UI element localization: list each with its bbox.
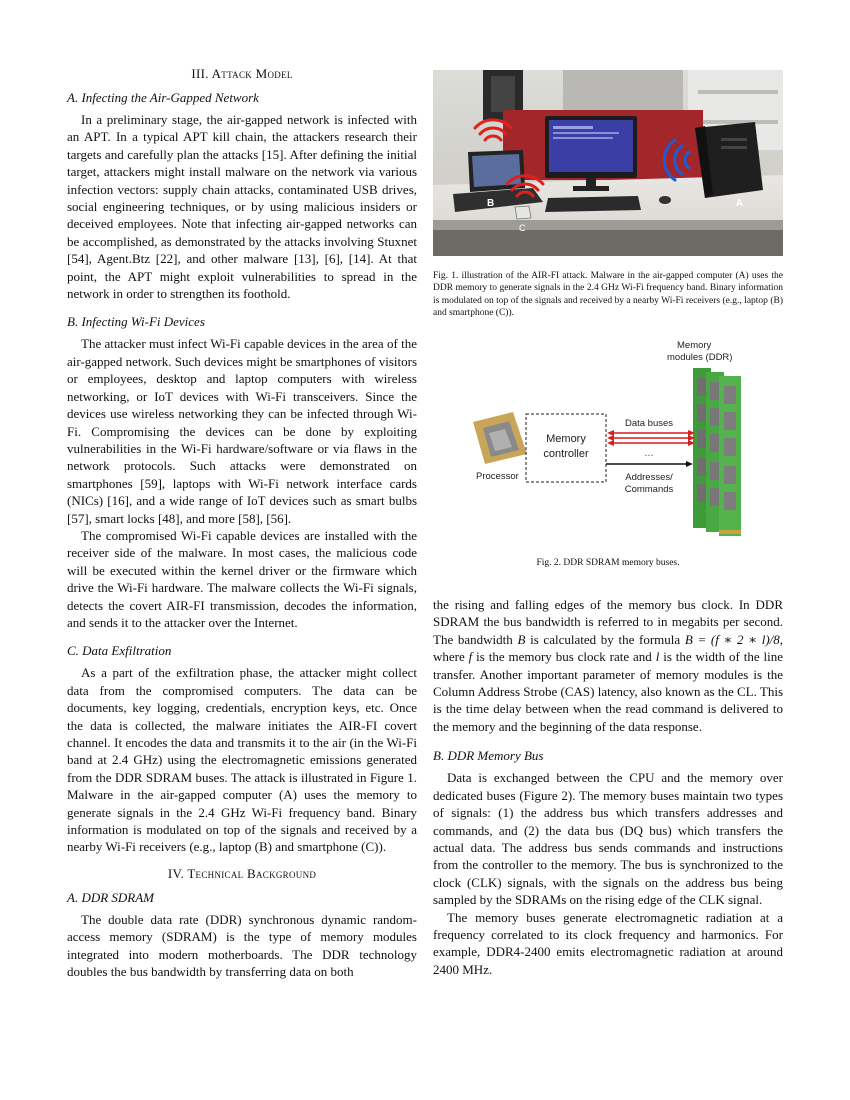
subsection-heading-ddr-sdram: A. DDR SDRAM	[67, 889, 155, 905]
figure-2-diagram	[433, 334, 783, 549]
processor-label: Processor	[476, 470, 519, 482]
figure-2-caption: Fig. 2. DDR SDRAM memory buses.	[536, 557, 680, 568]
address-label-2: Commands	[624, 483, 674, 495]
memory-module-3	[719, 376, 741, 536]
figure-1-photo	[433, 70, 783, 256]
processor-chip	[473, 412, 527, 464]
paragraph-ddr-bus-1: Data is exchanged between the CPU and the memory over dedicated buses (Figure 2). The memory buses maintain two types of signals: (1) the address bus which transfers addresses and commands, and (2) the data bus (DQ bus) which transfers the actual data. The address bus sends commands and instructions from the controller to the memory. The bus is synchronized to the clock (CLK) signals, with the signals on the address bus being sampled by the SDRAMs on the rising edge of the CLK signal.	[433, 770, 783, 908]
data-bus-ellipsis: ...	[644, 446, 654, 459]
paragraph-exfiltration: As a part of the exfiltration phase, the attacker might collect data from the compromised computers. The data can be documents, key logging, credentials, encryption keys, etc. Once the data is collected, the malware initiates the AIR-FI covert channel. It encodes the data and transmits it to the air (in the Wi-Fi band at 2.4 GHz) using the electromagnetic emissions generated from the DDR SDRAM buses. The attack is illustrated in Figure 1. Malware in the air-gapped computer (A) uses the memory to generate signals in the 2.4 GHz Wi-Fi frequency band. Binary information is modulated on top of the signals and received by a nearby Wi-Fi receivers (e.g., laptop (B) and smartphone (C)).	[67, 665, 417, 855]
photo-label-c: C	[519, 223, 526, 233]
paragraph-infecting-wifi-1: The attacker must infect Wi-Fi capable devices in the area of the air-gapped network. Such devices might be smartphones of visitors or employees, desktop and laptop computers with wireless networking, or IoT devices with Wi-Fi transceivers. Since the devices use wireless networking they can be infected through Wi-Fi. Compromising the devices can be done by exploiting vulnerabilities in the Wi-Fi hardware/software or via flaws in the network protocols. Such attacks were demonstrated on smartphones [59], laptops with Wi-Fi network interface cards (NICs) [16], and a wide range of IoT devices such as smart bulbs [57], smart locks [48], and more [58], [56].	[67, 336, 417, 526]
address-label-1: Addresses/	[625, 471, 673, 483]
memory-modules-label-1: Memory	[677, 339, 712, 351]
photo-label-b: B	[487, 198, 495, 209]
paragraph-ddr-continued: the rising and falling edges of the memory bus clock. In DDR SDRAM the bus bandwidth is referred to in megabits per second. The bandwidth B is calculated by the formula B = (f ∗ 2 ∗ l)/8, where f is the memory bus clock rate and l is the width of the line transfer. Another important parameter of memory modules is the Column Address Strobe (CAS) latency, also known as the CL. This is the time delay between when the read command is delivered to the memory and the beginning of the data response.	[433, 597, 784, 734]
left-column	[67, 66, 417, 980]
section-heading-technical-background: IV. Technical Background	[167, 865, 317, 881]
subsection-heading-ddr-bus: B. DDR Memory Bus	[433, 748, 544, 764]
subsection-heading-infecting-wifi: B. Infecting Wi-Fi Devices	[67, 314, 205, 330]
right-column	[433, 70, 783, 978]
data-bus-lines	[611, 433, 691, 443]
memory-controller-label-2: controller	[543, 447, 589, 460]
paragraph-infecting-wifi-2: The compromised Wi-Fi capable devices are installed with the receiver side of the malware. In most cases, the malicious code will be executed within the kernel driver or the firmware which drive the Wi-Fi hardware. The malware collects the Wi-Fi signals, detects the covert AIR-FI transmission, decodes the information, and sends it to the attacker over the Internet.	[67, 527, 417, 630]
subsection-heading-exfiltration: C. Data Exfiltration	[67, 643, 172, 659]
subsection-heading-infecting-network: A. Infecting the Air-Gapped Network	[67, 90, 259, 105]
data-buses-label: Data buses	[624, 417, 674, 429]
paragraph-infecting-network: In a preliminary stage, the air-gapped network is infected with an APT. In a typical APT kill chain, the attackers research their targets and carefully plan the attacks [15]. After defining the initial target, attackers might install malware on the network via various infection vectors: supply chain attacks, contaminated USB drives, social engineering techniques, or by using malicious insiders or deceived employees. Note that infecting air-gapped networks can be accomplished, as demonstrated by the attacks involving Stuxnet [54], Agent.Btz [22], and other malware [13], [6], [14]. At that point, the APT might exploit vulnerabilities to spread in the network in order to strengthen its foothold.	[67, 112, 417, 302]
memory-modules-label-2: modules (DDR)	[667, 351, 733, 363]
section-heading-attack-model: III. Attack Model	[191, 66, 293, 81]
figure-1-caption: Fig. 1. illustration of the AIR-FI attack. Malware in the air-gapped computer (A) uses the DDR memory to generate signals in the 2.4 GHz Wi-Fi frequency band. Binary information is modulated on top of the signals and received by a nearby Wi-Fi receivers (e.g., laptop (B) and smartphone (C)).	[433, 271, 783, 319]
paragraph-ddr-sdram: The double data rate (DDR) synchronous dynamic random-access memory (SDRAM) is the type of memory modules integrated into modern motherboards. The DDR technology doubles the bus bandwidth by transferring data on both	[67, 911, 417, 980]
photo-label-a: A	[736, 198, 744, 209]
paragraph-ddr-bus-2: The memory buses generate electromagnetic radiation at a frequency correlated to its clock frequency and harmonics. For example, DDR4-2400 emits electromagnetic radiation at around 2400 MHz.	[433, 909, 783, 977]
memory-controller-label-1: Memory	[546, 432, 586, 445]
office-scene-illustration	[433, 70, 783, 256]
